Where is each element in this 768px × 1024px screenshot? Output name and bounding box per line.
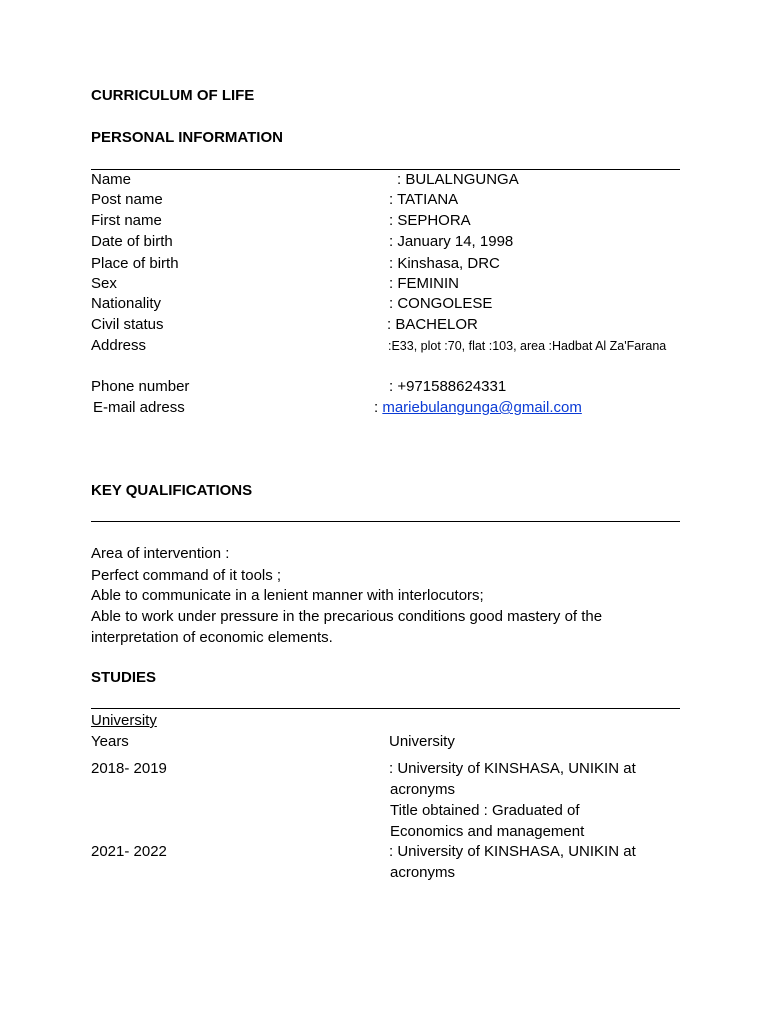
section-divider	[91, 169, 680, 170]
place-of-birth-value: : Kinshasa, DRC	[389, 255, 500, 272]
nationality-value: : CONGOLESE	[389, 295, 493, 312]
section-divider	[91, 708, 680, 709]
post-name-label: Post name	[91, 191, 163, 208]
date-of-birth-value: : January 14, 1998	[389, 233, 514, 250]
study-title: Title obtained : Graduated of	[390, 802, 580, 819]
key-qualifications-heading: KEY QUALIFICATIONS	[91, 482, 253, 499]
email-link[interactable]: mariebulangunga@gmail.com	[382, 399, 582, 416]
post-name-value: : TATIANA	[389, 191, 459, 208]
study-institution: : University of KINSHASA, UNIKIN at	[389, 843, 636, 860]
study-years: 2018- 2019	[91, 760, 167, 777]
qualification-line: Able to work under pressure in the precarious conditions good mastery of the	[91, 608, 603, 625]
personal-info-heading: PERSONAL INFORMATION	[91, 129, 283, 146]
section-divider	[91, 521, 680, 522]
civil-status-label: Civil status	[91, 316, 164, 333]
place-of-birth-label: Place of birth	[91, 255, 179, 272]
university-subheading: University	[91, 712, 157, 729]
first-name-value: : SEPHORA	[389, 212, 471, 229]
email-label: E-mail adress	[93, 399, 185, 416]
nationality-label: Nationality	[91, 295, 162, 312]
address-label: Address	[91, 337, 147, 354]
name-label: Name	[91, 171, 132, 188]
university-column-header: University	[389, 733, 455, 750]
study-title-cont: Economics and management	[390, 823, 585, 840]
years-column-header: Years	[91, 733, 129, 750]
studies-heading: STUDIES	[91, 669, 157, 686]
study-institution-cont: acronyms	[390, 781, 456, 798]
civil-status-value: : BACHELOR	[387, 316, 478, 333]
phone-value: : +971588624331	[389, 378, 507, 395]
study-institution: : University of KINSHASA, UNIKIN at	[389, 760, 636, 777]
email-colon: :	[374, 399, 383, 416]
study-institution-cont: acronyms	[390, 864, 456, 881]
document-title: CURRICULUM OF LIFE	[91, 87, 255, 104]
sex-value: : FEMININ	[389, 275, 459, 292]
address-value: :E33, plot :70, flat :103, area :Hadbat Al Za'Farana	[388, 339, 667, 353]
qualification-line: Perfect command of it tools ;	[91, 567, 282, 584]
qualification-line: Area of intervention :	[91, 545, 230, 562]
qualification-line: interpretation of economic elements.	[91, 629, 333, 646]
sex-label: Sex	[91, 275, 117, 292]
date-of-birth-label: Date of birth	[91, 233, 173, 250]
name-value: : BULALNGUNGA	[397, 171, 519, 188]
qualification-line: Able to communicate in a lenient manner with interlocutors;	[91, 587, 484, 604]
phone-label: Phone number	[91, 378, 190, 395]
first-name-label: First name	[91, 212, 162, 229]
email-value-line	[374, 397, 582, 418]
study-years: 2021- 2022	[91, 843, 167, 860]
